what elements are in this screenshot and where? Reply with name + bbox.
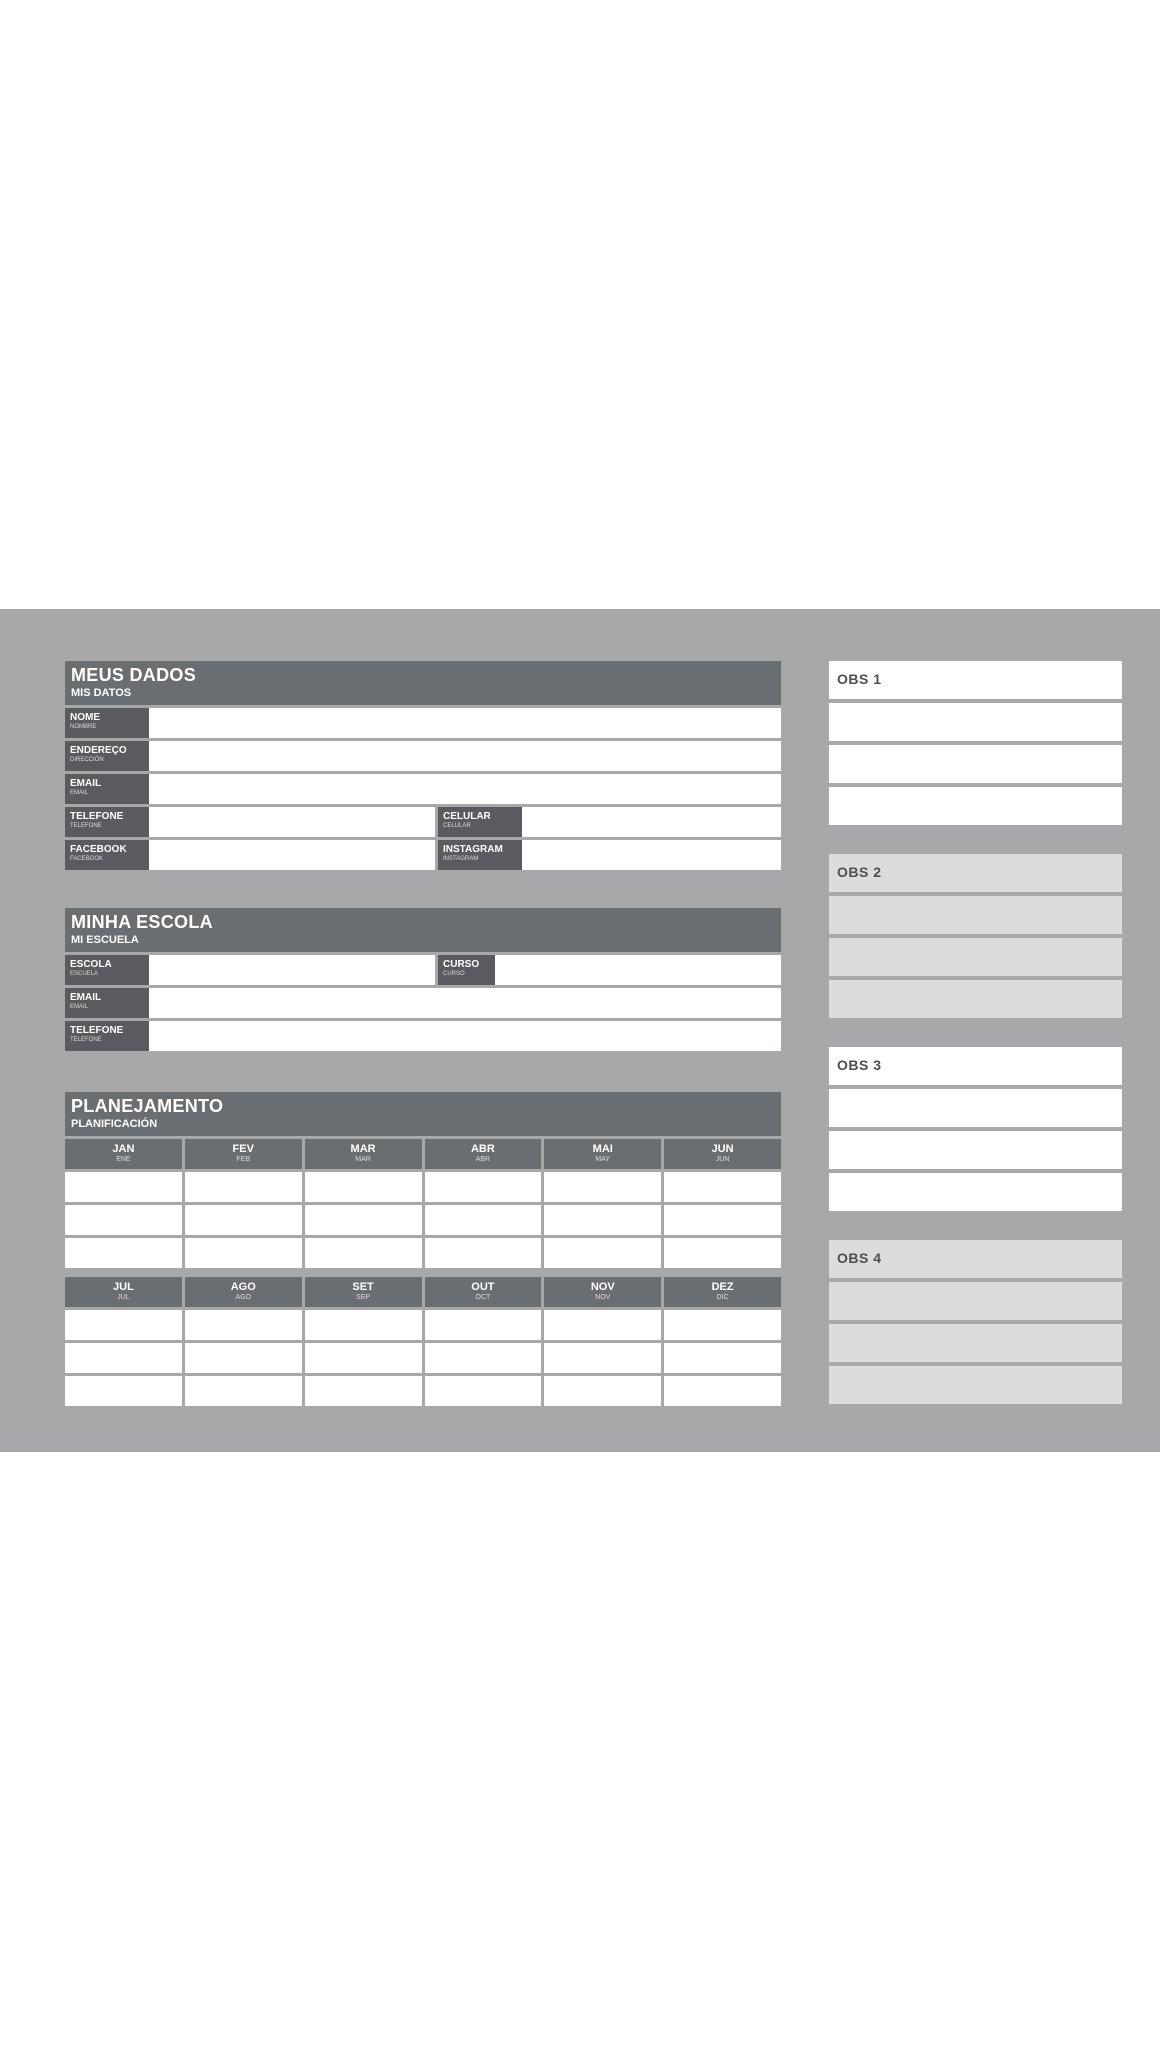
- calendar-cell[interactable]: [664, 1343, 781, 1373]
- calendar-cell[interactable]: [664, 1172, 781, 1202]
- calendar-cell[interactable]: [425, 1205, 542, 1235]
- calendar-cell[interactable]: [664, 1376, 781, 1406]
- celular-label: CELULAR CELULAR: [438, 807, 522, 837]
- curso-field[interactable]: [495, 955, 781, 985]
- obs-3-title: OBS 3: [829, 1047, 1122, 1085]
- month-header-mai: MAI MAY: [544, 1139, 661, 1169]
- calendar-cell[interactable]: [544, 1376, 661, 1406]
- calendar-cell[interactable]: [544, 1172, 661, 1202]
- calendar-cell[interactable]: [65, 1376, 182, 1406]
- telefone-row: [65, 807, 781, 837]
- endereco-label: ENDEREÇO DIRECCIÓN: [65, 741, 149, 771]
- calendar-cell[interactable]: [65, 1343, 182, 1373]
- calendar-cell[interactable]: [305, 1310, 422, 1340]
- planejamento-subtitle: PLANIFICACIÓN: [71, 1118, 158, 1130]
- email-field[interactable]: [149, 774, 781, 804]
- meus-dados-header: [65, 661, 781, 705]
- calendar-cell[interactable]: [664, 1238, 781, 1268]
- facebook-field[interactable]: [149, 840, 435, 870]
- obs-2-title: OBS 2: [829, 854, 1122, 892]
- planner-sheet: [0, 609, 1160, 1452]
- calendar-cell[interactable]: [65, 1205, 182, 1235]
- facebook-row: [65, 840, 781, 870]
- minha-escola-header: [65, 908, 781, 952]
- month-header-mar: MAR MAR: [305, 1139, 422, 1169]
- calendar-cell[interactable]: [305, 1238, 422, 1268]
- instagram-field[interactable]: [522, 840, 781, 870]
- minha-escola-title: MINHA ESCOLA: [71, 912, 213, 932]
- calendar-first-half: [65, 1139, 781, 1268]
- calendar-cell[interactable]: [65, 1310, 182, 1340]
- curso-label: CURSO CURSO: [438, 955, 495, 985]
- calendar-cell[interactable]: [305, 1376, 422, 1406]
- calendar-cell[interactable]: [185, 1238, 302, 1268]
- obs-4-block: [829, 1240, 1122, 1408]
- meus-dados-title: MEUS DADOS: [71, 665, 197, 685]
- escola-email-label: EMAIL EMAIL: [65, 988, 149, 1018]
- email-label: EMAIL EMAIL: [65, 774, 149, 804]
- calendar-cell[interactable]: [425, 1238, 542, 1268]
- escola-telefone-row: [65, 1021, 781, 1051]
- obs-2-line[interactable]: [829, 938, 1122, 976]
- calendar-cell[interactable]: [305, 1205, 422, 1235]
- obs-4-line[interactable]: [829, 1282, 1122, 1320]
- celular-field[interactable]: [522, 807, 781, 837]
- obs-1-block: [829, 661, 1122, 829]
- calendar-cell[interactable]: [305, 1172, 422, 1202]
- calendar-cell[interactable]: [185, 1172, 302, 1202]
- calendar-cell[interactable]: [425, 1310, 542, 1340]
- endereco-field[interactable]: [149, 741, 781, 771]
- calendar-second-half: [65, 1277, 781, 1406]
- calendar-cell[interactable]: [544, 1310, 661, 1340]
- calendar-cell[interactable]: [425, 1172, 542, 1202]
- obs-3-line[interactable]: [829, 1089, 1122, 1127]
- calendar-cell[interactable]: [185, 1376, 302, 1406]
- obs-4-title: OBS 4: [829, 1240, 1122, 1278]
- email-row: [65, 774, 781, 804]
- nome-row: [65, 708, 781, 738]
- facebook-label: FACEBOOK FACEBOOK: [65, 840, 149, 870]
- obs-1-line[interactable]: [829, 703, 1122, 741]
- obs-4-line[interactable]: [829, 1366, 1122, 1404]
- obs-1-title: OBS 1: [829, 661, 1122, 699]
- obs-3-line[interactable]: [829, 1131, 1122, 1169]
- calendar-cell[interactable]: [425, 1343, 542, 1373]
- obs-4-line[interactable]: [829, 1324, 1122, 1362]
- calendar-cell[interactable]: [664, 1310, 781, 1340]
- calendar-cell[interactable]: [544, 1343, 661, 1373]
- calendar-cell[interactable]: [664, 1205, 781, 1235]
- month-header-set: SET SEP: [305, 1277, 422, 1307]
- month-header-abr: ABR ABR: [425, 1139, 542, 1169]
- calendar-cell[interactable]: [65, 1172, 182, 1202]
- month-header-nov: NOV NOV: [544, 1277, 661, 1307]
- meus-dados-subtitle: MIS DATOS: [71, 687, 132, 699]
- minha-escola-subtitle: MI ESCUELA: [71, 934, 139, 946]
- month-header-jun: JUN JUN: [664, 1139, 781, 1169]
- month-header-jan: JAN ENE: [65, 1139, 182, 1169]
- calendar-cell[interactable]: [305, 1343, 422, 1373]
- nome-label: NOME NOMBRE: [65, 708, 149, 738]
- month-header-jul: JUL JUL: [65, 1277, 182, 1307]
- planejamento-panel: [65, 1092, 781, 1136]
- month-header-out: OUT OCT: [425, 1277, 542, 1307]
- obs-3-line[interactable]: [829, 1173, 1122, 1211]
- escola-field[interactable]: [149, 955, 435, 985]
- telefone-label: TELEFONE TELEFONE: [65, 807, 149, 837]
- escola-label: ESCOLA ESCUELA: [65, 955, 149, 985]
- calendar-cell[interactable]: [544, 1238, 661, 1268]
- nome-field[interactable]: [149, 708, 781, 738]
- escola-email-row: [65, 988, 781, 1018]
- obs-1-line[interactable]: [829, 787, 1122, 825]
- telefone-field[interactable]: [149, 807, 435, 837]
- minha-escola-panel: [65, 908, 781, 1051]
- obs-2-line[interactable]: [829, 980, 1122, 1018]
- endereco-row: [65, 741, 781, 771]
- obs-3-block: [829, 1047, 1122, 1215]
- meus-dados-panel: [65, 661, 781, 870]
- calendar-cell[interactable]: [544, 1205, 661, 1235]
- month-header-dez: DEZ DIC: [664, 1277, 781, 1307]
- escola-telefone-field[interactable]: [149, 1021, 781, 1051]
- calendar-cell[interactable]: [185, 1205, 302, 1235]
- month-header-fev: FEV FEB: [185, 1139, 302, 1169]
- calendar-cell[interactable]: [425, 1376, 542, 1406]
- escola-telefone-label: TELEFONE TELEFONE: [65, 1021, 149, 1051]
- obs-1-line[interactable]: [829, 745, 1122, 783]
- obs-2-block: [829, 854, 1122, 1022]
- calendar-cell[interactable]: [65, 1238, 182, 1268]
- calendar-cell[interactable]: [185, 1310, 302, 1340]
- month-header-ago: AGO AGO: [185, 1277, 302, 1307]
- escola-row: [65, 955, 781, 985]
- planejamento-title: PLANEJAMENTO: [71, 1096, 224, 1116]
- instagram-label: INSTAGRAM INSTAGRAM: [438, 840, 522, 870]
- calendar-cell[interactable]: [185, 1343, 302, 1373]
- planejamento-header: [65, 1092, 781, 1136]
- escola-email-field[interactable]: [149, 988, 781, 1018]
- obs-2-line[interactable]: [829, 896, 1122, 934]
